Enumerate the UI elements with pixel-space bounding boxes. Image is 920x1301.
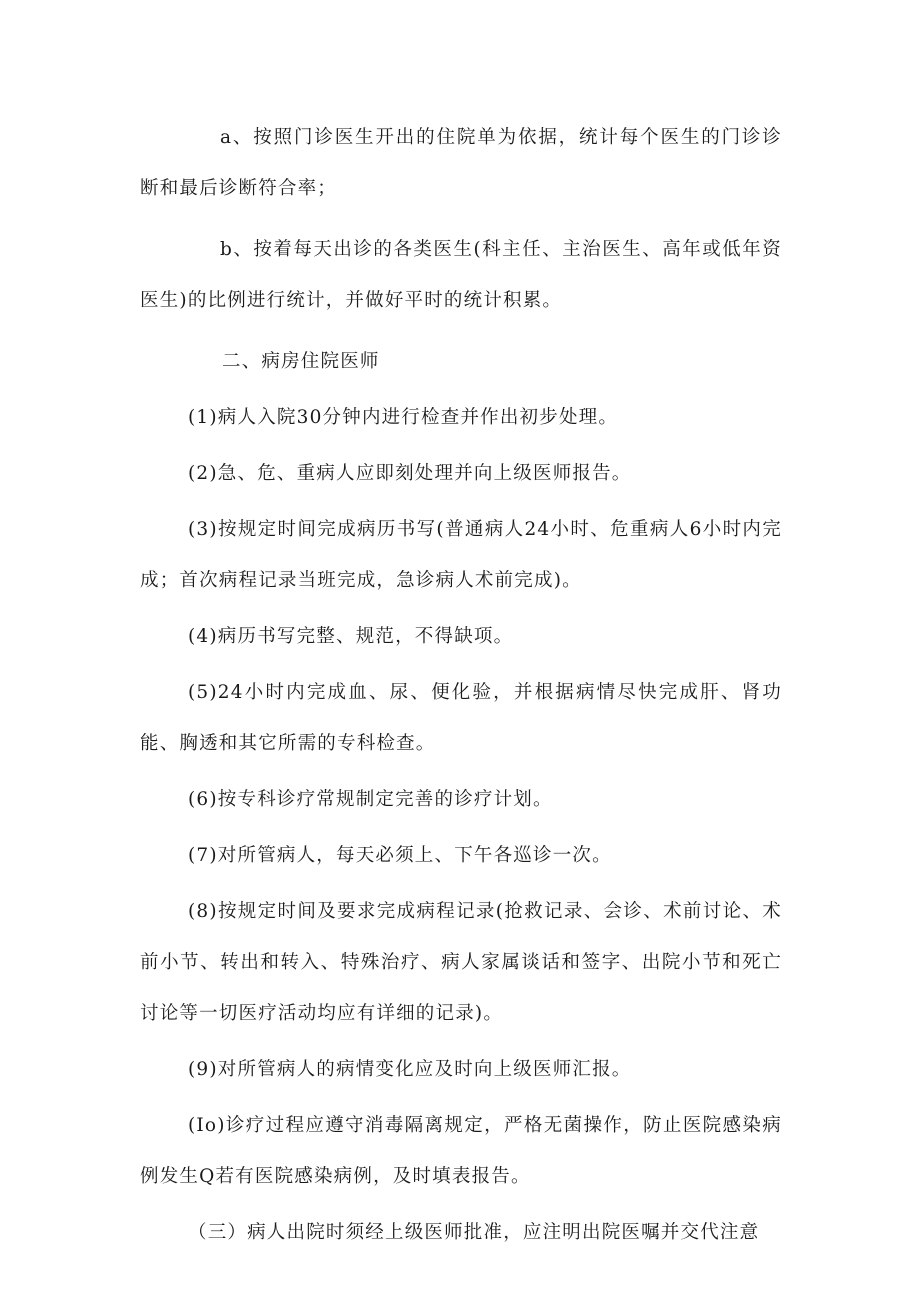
list-item-6: (6)按专科诊疗常规制定完善的诊疗计划。 [188, 789, 553, 810]
document-body [140, 112, 782, 1258]
list-item-9: (9)对所管病人的病情变化应及时向上级医师汇报。 [188, 1059, 632, 1080]
paragraph-a: a、按照门诊医生开出的住院单为依据，统计每个医生的门诊诊断和最后诊断符合率； [140, 127, 782, 199]
list-item-5: (5)24小时内完成血、尿、便化验，并根据病情尽快完成肝、肾功能、胸透和其它所需的专科检查。 [140, 682, 782, 754]
list-item-8: (8)按规定时间及要求完成病程记录(抢救记录、会诊、术前讨论、术前小节、转出和转入、特殊治疗、病人家属谈话和签字、出院小节和死亡讨论等一切医疗活动均应有详细的记录)。 [140, 901, 782, 1024]
list-item-7: (7)对所管病人，每天必须上、下午各巡诊一次。 [188, 845, 612, 866]
paragraph-b: b、按着每天出诊的各类医生(科主任、主治医生、高年或低年资医生)的比例进行统计，并做好平时的统计积累。 [140, 239, 782, 311]
list-item-3: (3)按规定时间完成病历书写(普通病人24小时、危重病人6小时内完成；首次病程记录当班完成，急诊病人术前完成)。 [140, 519, 782, 591]
section-heading-discharge: （三）病人出院时须经上级医师批准，应注明出院医嘱并交代注意 [188, 1222, 760, 1243]
list-item-1: (1)病人入院30分钟内进行检查并作出初步处理。 [188, 407, 619, 428]
list-item-10: (Io)诊疗过程应遵守消毒隔离规定，严格无菌操作，防止医院感染病例发生Q若有医院感染病例，及时填表报告。 [140, 1115, 782, 1187]
section-heading-ward-resident: 二、病房住院医师 [222, 351, 380, 372]
list-item-2: (2)急、危、重病人应即刻处理并向上级医师报告。 [188, 463, 632, 484]
list-item-4: (4)病历书写完整、规范，不得缺项。 [188, 626, 514, 647]
